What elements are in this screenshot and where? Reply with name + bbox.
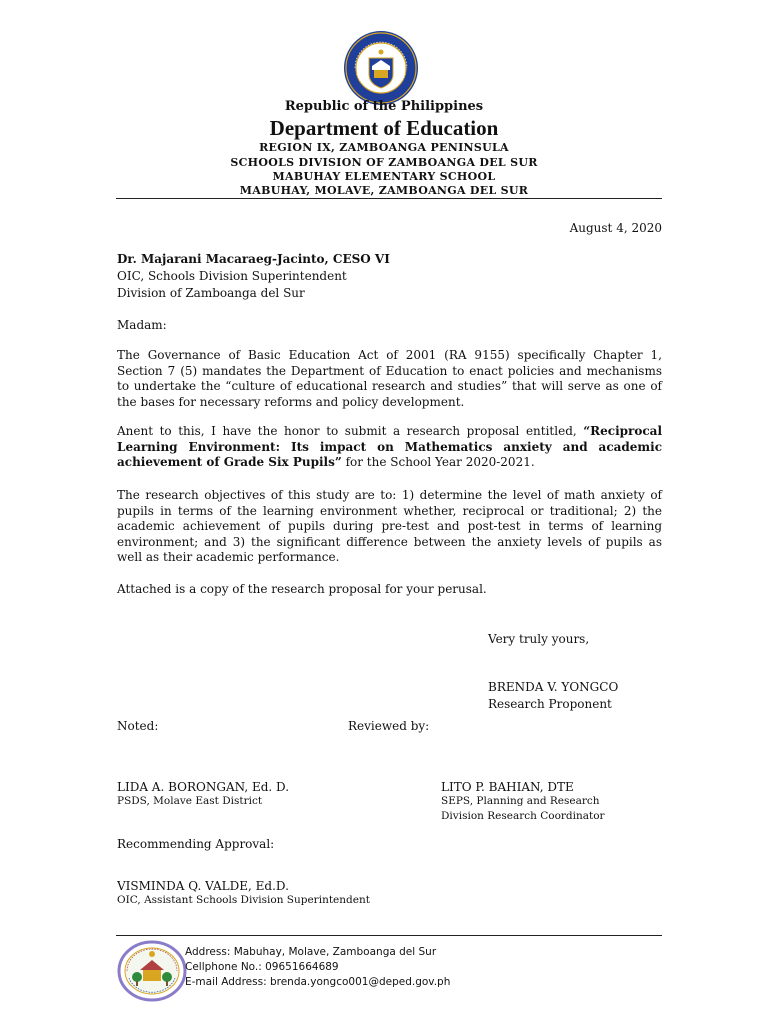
letterhead-republic: Republic of the Philippines (284, 99, 484, 114)
proponent-block (488, 679, 618, 713)
letterhead-division: SCHOOLS DIVISION OF ZAMBOANGA DEL SUR (230, 156, 538, 169)
paragraph-3: The research objectives of this study are to: 1) determine the level of math anxiety of pupils in terms of the learning environment whether, reciprocal or traditional; 2) the academic achievement of pupils during pre-test and post-test in terms of learning environment; and 3) the significant difference between the anxiety levels of pupils as well as their academic performance. (117, 488, 662, 565)
deped-seal-logo (343, 30, 419, 106)
paragraph-2-tail: for the School Year 2020-2021. (341, 455, 535, 470)
recipient-title: OIC, Schools Division Superintendent (117, 269, 347, 283)
paragraph-2 (117, 424, 662, 471)
recommending-label: Recommending Approval: (117, 837, 275, 851)
noted-signatory (117, 780, 289, 809)
footer-email: E-mail Address: brenda.yongco001@deped.gov.ph (185, 976, 451, 989)
letterhead-region: REGION IX, ZAMBOANGA PENINSULA (259, 141, 509, 154)
noted-label: Noted: (117, 719, 159, 733)
reviewed-title-2: Division Research Coordinator (441, 810, 605, 822)
paragraph-4: Attached is a copy of the research proposal for your perusal. (117, 582, 487, 596)
recipient-name: Dr. Majarani Macaraeg-Jacinto, CESO VI (117, 252, 390, 266)
reviewed-signatory (441, 780, 605, 824)
footer-cellphone: Cellphone No.: 09651664689 (185, 961, 339, 974)
header-divider (116, 198, 662, 199)
noted-name: LIDA A. BORONGAN, Ed. D. (117, 780, 290, 794)
paragraph-2-lead: Anent to this, I have the honor to submit a research proposal entitled, (117, 424, 584, 438)
recipient-block (117, 251, 390, 302)
school-logo (117, 940, 187, 1002)
letterhead-department: Department of Education (269, 116, 499, 140)
footer-contact (185, 945, 450, 991)
recommending-name: VISMINDA Q. VALDE, Ed.D. (117, 879, 289, 893)
reviewed-name: LITO P. BAHIAN, DTE (441, 780, 574, 794)
salutation: Madam: (117, 318, 167, 332)
recipient-office: Division of Zamboanga del Sur (117, 286, 305, 300)
reviewed-label: Reviewed by: (348, 719, 430, 733)
footer-address: Address: Mabuhay, Molave, Zamboanga del Sur (185, 946, 437, 958)
recommending-signatory (117, 879, 370, 908)
letter-date: August 4, 2020 (569, 221, 662, 235)
letterhead-school: MABUHAY ELEMENTARY SCHOOL (272, 170, 496, 183)
footer-divider (116, 935, 662, 936)
closing: Very truly yours, (488, 632, 590, 646)
recommending-title: OIC, Assistant Schools Division Superintendent (117, 894, 370, 906)
noted-title: PSDS, Molave East District (117, 795, 263, 807)
paragraph-1: The Governance of Basic Education Act of 2001 (RA 9155) specifically Chapter 1, Section 7 (5) mandates the Department of Education to enact policies and mechanisms to undertake the “culture of educational research and studies” that will serve as one of the bases for necessary reforms and policy development. (117, 348, 662, 409)
proponent-name: BRENDA V. YONGCO (488, 680, 619, 694)
research-title: “Reciprocal Learning Environment: Its impact on Mathematics anxiety and academic achievement of Grade Six Pupils” (117, 424, 662, 470)
proponent-title: Research Proponent (488, 697, 612, 711)
reviewed-title-1: SEPS, Planning and Research (441, 795, 600, 807)
letterhead-address: MABUHAY, MOLAVE, ZAMBOANGA DEL SUR (239, 184, 529, 197)
